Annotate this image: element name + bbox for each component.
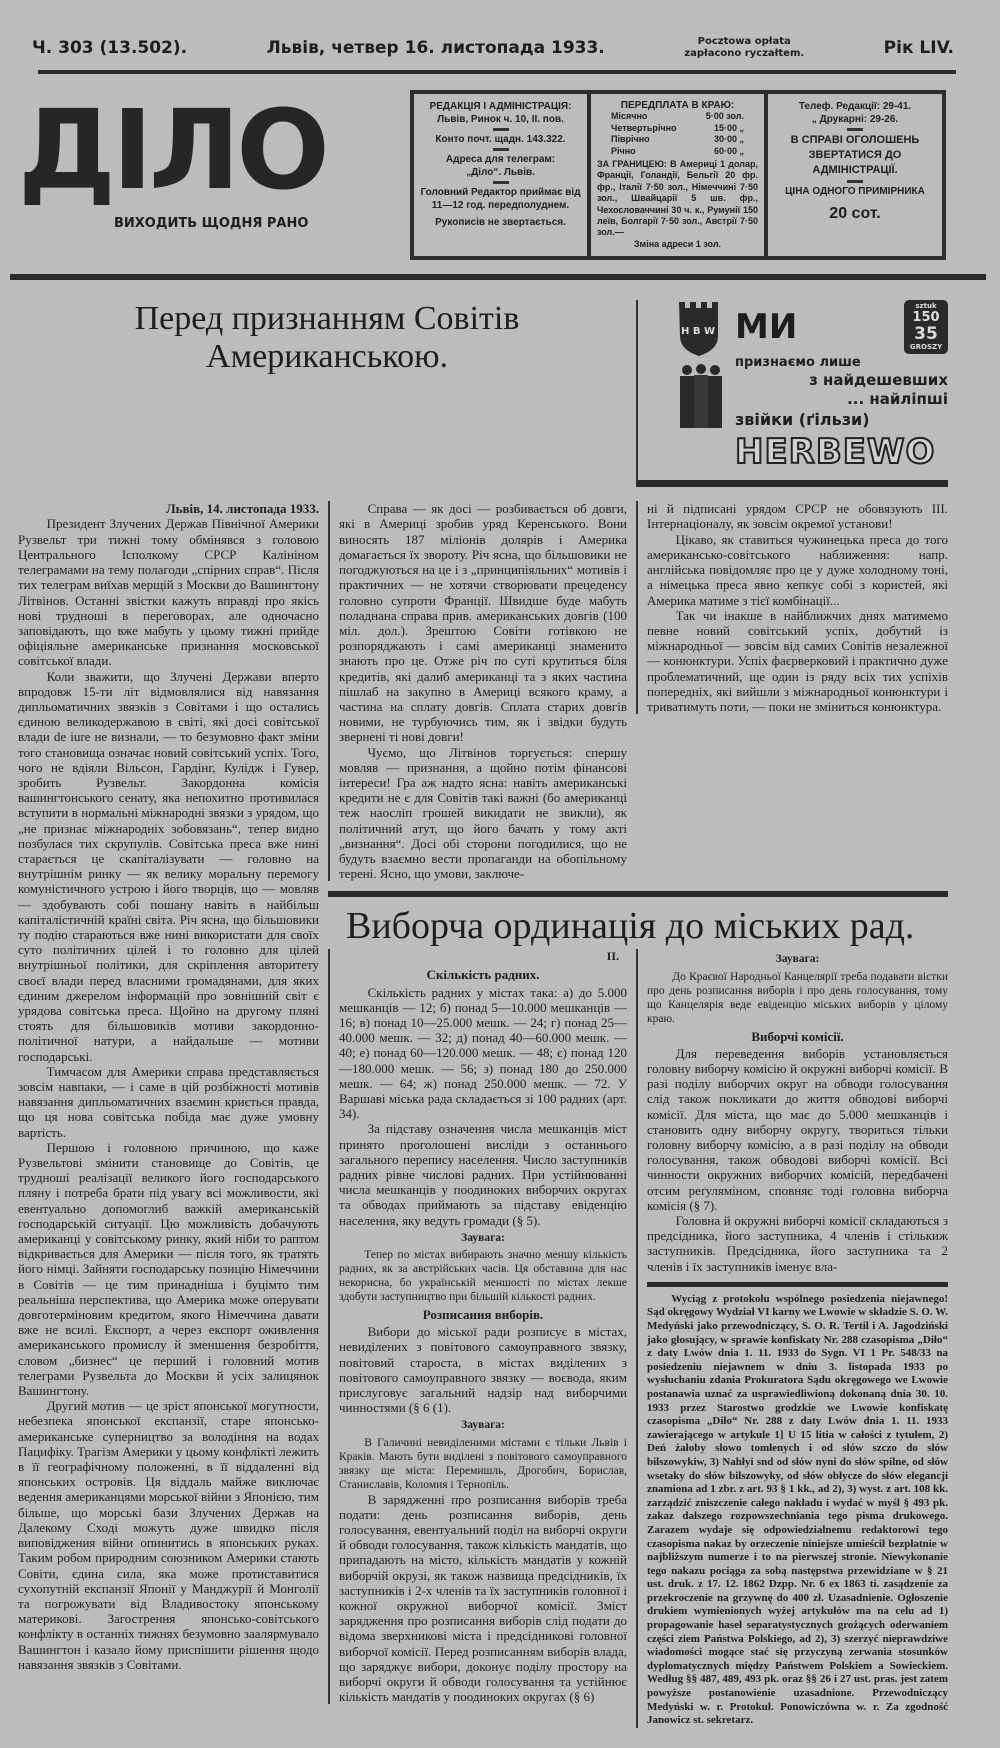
badge-unit: sztuk	[915, 302, 937, 311]
price: 60·00 „	[713, 145, 744, 156]
ads-notice: В СПРАВІ ОГОЛОШЕНЬ ЗВЕРТАТИСЯ ДО АДМІНІСТРАЦІЇ.	[790, 134, 920, 176]
article1-column1	[18, 501, 328, 1672]
issue-number: Ч. 303 (13.502).	[32, 38, 188, 58]
paragraph: В зарядженні про розписання виборів треба подати: день розписання виборів, день голосування, евентуальний поділ на виборчі округи й обводи голосування, також кількість мандатів, що припадають на місто, кількість мандатів у кожній виборчій окрузі, як також назвища предсідників, їх заступників і 2-х членів та їх заступників головної і кожної окружної виборчої комісії. Зміст зарядження про розписання виборів слід подати до відома зверхникові міста і предсідникові головної виборчої комісії. Перед розписанням виборів влада, що заряджує вибори, доконує поділу простору на виборчі округи й обводи голосування та устійнює кількість мандатів у поодиноких округах (§ 6)	[339, 1491, 627, 1705]
ad-line: ... найліпші	[847, 390, 948, 409]
badge-count: 150	[912, 310, 940, 326]
tagline: ВИХОДИТЬ ЩОДНЯ РАНО	[114, 216, 309, 231]
paragraph: Вибори до міської ради розписує в містах, невиділених з повітового самоуправного звязку, повітовий староста, в містах виділених з повітового самоуправного звязку — воєвода, яким прислуговує загальний надзір над виборчими чинностями (§ 6 (1).	[339, 1324, 627, 1416]
paragraph: Чуємо, що Літвінов торгується: спершу мовляв — признання, а щойно потім фінансові інтереси! Гра аж надто ясна: навіть американські кредити не є для Совітів такі важні (бо американці теж наосліп грошей викидати не звикли), як політичний атут, що його бачать у тому акті „визнання“. Досі обі сторони погодилися, що не будуть взаємно вести пропаганди на обопільному терені. Ясно, що умови, заключе-	[339, 744, 627, 882]
ad-line: з найдешевших	[809, 371, 948, 390]
badge-currency: GROSZY	[909, 343, 943, 352]
paragraph: Другий мотив — це зріст японської могутности, небезпека японської експанзії, старе японсько-американське суперництво за володіння на водах Пацифіку. Трагізм Америки у цьому конфлікті лежить в її географічному положенні, в її віддаленні від японських островів. Ця віддаль майже виключає ведення американцями морської війни з Японією, тим більше, що морські бази Злучених Держав на Далекому Сході можуть дуже швидко після виповіджения війни опинитись в японських руках. Таким робом природним союзником Америки стають Совіти, єдина сила, яка може протиставитися сухопутній експанзії Японії у Манджурії й Монголії та погрожувати від Владивостоку японському материкові. Загострення японсько-совітського конфлікту в останніх тижнях безумовно заалярмувало Вашингтон і казало йому приспішити рішення щодо навязання звязків з Совітами.	[18, 1398, 319, 1672]
paragraph: Тимчасом для Америки справа представляється зовсім навпаки, — і саме в цій розбіжності мотивів навязання дипльоматичних взаємин криється правда, що ця нова совітська побіда має дуже умовну вартість.	[18, 1063, 319, 1140]
paragraph: Президент Злучених Держав Північної Америки Рузвельт три тижні тому обмінявся з головою Центрального Ісполкому СРСР Калініном телеграмами на тему полагоди „спірних справ“. Після тих телеграм виїхав мерщій з Москви до Вашингтону Літвінов. Останні звістки кажуть вправді про якісь нові трудноші в переговорах, але одночасно заповідають, що вже мабуть у цьому тижні прийде офіціяльне американське признання московської совітської влади.	[18, 516, 319, 669]
article2-column1	[339, 967, 627, 1704]
figures-illustration-icon	[677, 364, 725, 429]
article2-column2	[647, 952, 948, 1273]
ad-line: признаємо лише	[735, 355, 861, 371]
subheading: Розписання виборів.	[422, 1307, 544, 1323]
subheading: Заувага:	[461, 1419, 505, 1432]
paragraph: До Краєвої Народньої Канцелярії треба подавати вістки про день розписання виборів і про день голосування, тому що Канцелярія веде евіденцію міських виборів у цілому краю.	[647, 970, 948, 1025]
ad-graphics	[647, 300, 725, 472]
subheading: Заувага:	[461, 1231, 505, 1244]
article1-column2	[328, 501, 636, 881]
info-line: Адреса для телеграм:	[445, 154, 556, 165]
period: Піврічно	[611, 134, 650, 145]
article2-header	[328, 881, 948, 949]
year: Рік LIV.	[883, 38, 954, 58]
paragraph: Справа — як досі — розбивається об довги, які в Америці зробив уряд Керенського. Вони виносять 187 міліонів долярів і Америка домагається їх звороту. Річ ясна, що більшовики не погоджуються на це і з „принципіяльних“ мотивів і практичних — не хотячи створювати прецеденсу головно супроти Франції. Швидше буде мабуть поладнана справа прив. американських довгів (100 міл. дол.). Зрештою Совіти готівкою не розпоряджають і самі американці знаменито знають про це. Отже річ по суті крутиться біля кредитів, які далиб американці та з яких частина пішлаб на закупно в Америці всякого краму, а частина на сплату довгів. Сплата старих довгів новими, не турбуючись тим, як і звідки будуть звернені ті нові довги!	[339, 501, 627, 745]
phone-line: „ Друкарні: 29-26.	[811, 114, 899, 125]
dateline: Львів, 14. листопада 1933.	[165, 501, 319, 517]
masthead-rule	[10, 274, 986, 280]
divider	[847, 180, 863, 183]
logo-block	[18, 86, 410, 231]
paragraph: Тепер по містах вибирають значно меншу кількість радних, як за австрійських часів. Ця обставина для нас некорисна, бо українській меншості по містах лекше здобути заступництво при більшій кількості радних.	[339, 1249, 627, 1304]
subscription-row	[597, 134, 758, 145]
contact-info	[764, 94, 942, 256]
emblem-text: H B W	[681, 326, 715, 338]
ad-headline: МИ	[735, 307, 798, 348]
info-line: РЕДАКЦІЯ І АДМІНІСТРАЦІЯ:	[429, 101, 572, 112]
castle-emblem-icon	[677, 300, 719, 358]
postage-line: Pocztowa opłata	[697, 36, 791, 47]
address-change: Зміна адреси 1 зол.	[633, 238, 722, 249]
price-label: ЦІНА ОДНОГО ПРИМІРНИКА	[785, 186, 925, 197]
divider	[493, 128, 509, 131]
subscription-info	[587, 94, 764, 256]
period: Річно	[611, 145, 636, 156]
paragraph: За підставу означення числа мешканців міст принято проголошені висліди з останнього загального перепису населення. Число заступників радних рівне числові радних. При устійнюванні числа мешканців у поодиноких виборчих округах та обводах приймають за підставу евіденцію населення, яку ведуть громади (§ 5).	[339, 1121, 627, 1228]
postage-note	[684, 36, 804, 60]
paragraph: Скількість радних у містах така: а) до 5.000 мешканців — 12; б) понад 5—10.000 мешканців — 16; в) понад 10—25.000 мешк. — 24; г) понад 25—40.000 мешк. — 32; д) понад 40—60.000 мешк. — 40; е) понад 60—120.000 мешк. — 48; є) понад 120—180.000 мешк. — 56; з) понад 180 до 250.000 мешк. — 64; ж) понад 250.000 мешк. — 72. У Варшаві міська рада складається зі 100 радних (арт. 34).	[339, 984, 627, 1122]
part-number: II.	[606, 949, 619, 964]
info-line: Рукописів не звертається.	[435, 217, 566, 228]
abroad-prices: ЗА ГРАНИЦЕЮ: В Америці 1 долар, Франції, Голандії, Бельгії 20 фр. фр., Італії 7·50 зол., Німеччині 7·50 зол., Швайцарії 5 шв. фр., Чехословаччині 30 ч. к., Румунії 150 леїв, Болгарії 7·50 зол., Австрії 7·50 зол.—	[597, 159, 758, 238]
masthead-logo: ДІЛО	[18, 86, 326, 214]
ad-line: звійки (ґільзи)	[735, 410, 870, 430]
price-badge	[904, 300, 948, 354]
ad-cell	[636, 300, 948, 501]
subscription-row	[597, 146, 758, 157]
info-line: „Діло“. Львів.	[466, 167, 535, 178]
price: 30·00 „	[713, 134, 744, 145]
notice-rule	[647, 1282, 948, 1287]
subscription-row	[597, 111, 758, 122]
info-box	[410, 90, 946, 260]
article2-column1-cell	[328, 949, 636, 1704]
price: 5·00 зол.	[705, 111, 744, 122]
ad-brand: HERBEWO	[735, 432, 936, 473]
paragraph: Цікаво, як ставиться чужинецька преса до того американсько-совітського наближення: напр. англійська повідомляє про це у дуже холодному тоні, а німецька преса явно кепкує собі з користей, які Америка матиме з тієї комбінації...	[647, 531, 948, 608]
subscription-title: ПЕРЕДПЛАТА В КРАЮ:	[620, 100, 735, 111]
paragraph: Wyciąg z protokołu wspólnego posiedzenia niejawnego! Sąd okręgowy Wydział VI karny we Lwowie w składzie S. O. W. Medyński jako przewodniczący, S. O. R. Tertil i A. Jagodziński jako głosujący, w sprawie konfiskaty Nr. 288 czasopisma „Diło“ z daty Lwów dnia 1. 11. 1933 do Sygn. VI 1 Pr. 548/33 na posiedzeniu niejawnem w dniu 3. listopada 1933 po wysłuchaniu zdania Prokuratora Sądu okręgowego we Lwowie postanawia uznać za usprawiedliwioną dokonaną dnia 30. 10. 1933 przez Starostwo grodzkie we Lwowie konfiskatę czasopisma „Diło“ Nr. 288 z daty Lwów dnia 1. 11. 1933 zawierającego w artykule 1] U 15 litia w całości z tytułem, 2) Deń żałoby słowo tomłenych i od słów szczo do słów bilszowykiw, 3) Nahłyi snd od słów nyni do słów spilne, od słów wsetaky do słów bilszowyky, od słów obłycze do słów elegancji znamiona ad 1 zbr. z art. 93 § 1 kk., ad 2), 3) wyst. z art. 108 kk. zarządzić zniszczenie całego nakładu i wydać w myśl § 493 pk. zakaz dalszego rozpowszechniania tego pisma drukowego. Zarazem wydaje się odpowiedzialnemu redaktorowi tego czasopisma nakaz by orzeczenie niniejsze umieścił bezpłatnie w najbliższym numerze i to na pierwszej stronie. Niewykonanie tego nakazu pociąga za sobą następstwa przewidziane w § 21 ust. druk. z 17. 12. 1862 Dzpp. Nr. 6 ex 1863 ti. zasądzenie za przekroczenie na grzywnę do 400 zł. Uzasadnienie. Ogłoszenie drukiem wymienionych wyżej artykułów ma na celu ad 1) propagowanie haseł separatystycznych grożących oderwaniem części ziem Państwa Polskiego, ad 2), 3) szerzyć nieprawdziwe wiadomości mogące stać się przyczyną zerwania stosunków dyplomatycznych między Państwem Polskiem a Sowieckiem. Według §§ 487, 489, 493 pk. oraz §§ 26 i 27 ust. pras. jest zatem powyższe postanowienie uzasadnione. Przewodniczący Medyński w. r. Protokuł. Ponowiczówna w. r. Za zgodność Janowicz st. sekretarz.	[647, 1292, 948, 1727]
price: 15·00 „	[713, 122, 744, 133]
subscription-row	[597, 123, 758, 134]
article1-headline: Перед признанням Совітів Американською.	[134, 300, 520, 376]
paragraph: Коли зважити, що Злучені Держави вперто впродовж 15-ти літ відмовлялися від навязання дипльоматичних звязків з Совітами і що остались єдиною великодержавою в світі, які досі совітської влади de iure не визнали, — то безумовно факт зміни того становища означає новий совітський успіх. Того, чого не вдіяли Вільсон, Гардінг, Кулідж і Гувер, зробить Рузвельт. Закордонна комісія вашингтонського сенату, яка непохитно противилася вступити в нормальні міжнародні звязки з урядом, що „не признає міжнародніх зобовязань“, тепер видно позбулася тих скрупулів. Совітська преса вже нині старається це скапіталізувати — головно на внутрішнім ринку — як велику моральну перемогу комуністичного устрою і його творців, що — мовляв — здобувають собі пошану навіть в найбільш капіталістичній країні світа. Річ ясна, що більшовики ту подію стараються вже нині використати для своїх суто політичних цілей і то головно для цілей внутрішньої політики, для скріплення авторитету своєї влади перед власними громадянами, для яких єдиним джерелом інформацій про зовнішній світ є урядова совітська преса. Щойно на другому пляні стоять для більшовиків мотиви закордонно-політичної натури, а найдальше — мотиви господарські.	[18, 668, 319, 1064]
divider	[847, 128, 863, 131]
divider	[493, 148, 509, 151]
period: Місячно	[611, 111, 648, 122]
editorial-info	[414, 94, 587, 256]
period: Четвертьрічно	[611, 122, 677, 133]
top-line	[18, 36, 986, 60]
content-grid	[18, 300, 986, 1728]
paragraph: ні й підписані урядом СРСР не обовязують III. Інтернаціоналу, як зовсім окремої установи!	[647, 501, 948, 532]
subheading: Заувага:	[775, 953, 820, 966]
info-line: Львів, Ринок ч. 10, II. пов.	[437, 114, 564, 125]
paragraph: Для переведення виборів установляється головну виборчу комісію й окружні виборчі комісії. В разі поділу виборчих округ на обводи голосування слід також покликати до життя обводові виборчі комісії. Для міста, що має до 5.000 мешканців і становить одну виборчу округу, твориться тільки головну виборчу комісію, а в разі поділу на обводи голосування, також обводові виборчі комісії. Всі чинности окружних виборчих комісій, передбачені отсим реґуляміном, сповняє тоді головна виборча комісія (§ 7).	[647, 1045, 948, 1213]
badge-price: 35	[914, 324, 938, 345]
legal-notice	[647, 1293, 948, 1728]
herbewo-advertisement	[636, 300, 948, 487]
postage-line: zapłacono ryczałtem.	[684, 48, 805, 59]
article1-column3	[636, 501, 948, 714]
paragraph: Головна й окружні виборчі комісії складаються з предсідника, його заступника, 4 членів і стількиж заступників. Предсідника, його заступника та 2 членів і їх заступників іменує вла-	[647, 1213, 948, 1274]
ad-top-row	[735, 300, 948, 354]
issue-price: 20 сот.	[829, 205, 881, 222]
article2-headline: Виборча ординація до міських рад.	[346, 905, 915, 948]
article2-column2-cell	[636, 949, 948, 1727]
paragraph: Першою і головною причиною, що каже Рузвельтові змінити становище до Совітів, це трудноші реалізації великого його господарського пляну і потреба брати під увагу всі можливости, які евентуально допомоглиб важкій американській господарській ситуації. Цю можливість добачують американці у совітському ринку, який ніби то раптом відкривається для Америки — після того, як тратять його німці. Зайняти господарську позицію Німеччини в Совітів — це тим принадніша і буцімто тим реальніша перспектива, що Америка може оперувати довготерміновим кредитом, якого Німеччина давати вже не всилі. Експорт, а через експорт оживлення американського промислу й зменшення безробіття, словом „бизнес“ це перший і головний мотив телеграми Рузвельта до Москви й усіх залицянок Вашингтону.	[18, 1139, 319, 1399]
top-rule	[38, 70, 956, 74]
paragraph: В Галичині невиділеними містами є тільки Львів і Краків. Мають бути виділені з повітового самоуправного звязку ще міста: Перемишль, Дрогобич, Борислав, Станиславів, Коломия і Тернопіль.	[339, 1436, 627, 1491]
masthead	[18, 86, 986, 260]
info-line: Конто почт. щадн. 143.322.	[435, 134, 566, 145]
subheading: Виборчі комісії.	[751, 1028, 844, 1044]
paragraph: Так чи інакше в найближчих днях матимемо певне новий совітський успіх, добутий із міжнародньої — зовсім від самих Совітів незалежної — конюнктури. Успіх фаєрверковий і практично дуже проблематичний, ще один із ряду всіх тих успіхів попередніх, які вийшли з міжнародньої конюнктури і триватимуть поти, — поки не зміниться конюнктура.	[647, 607, 948, 714]
info-line: Головний Редактор приймає від 11—12 год. передполуднем.	[420, 187, 581, 211]
place-date: Львів, четвер 16. листопада 1933.	[266, 38, 605, 58]
subheading: Скількість радних.	[426, 967, 540, 983]
ad-text	[735, 300, 948, 472]
divider	[493, 181, 509, 184]
phone-line: Телеф. Редакції: 29-41.	[798, 101, 912, 112]
